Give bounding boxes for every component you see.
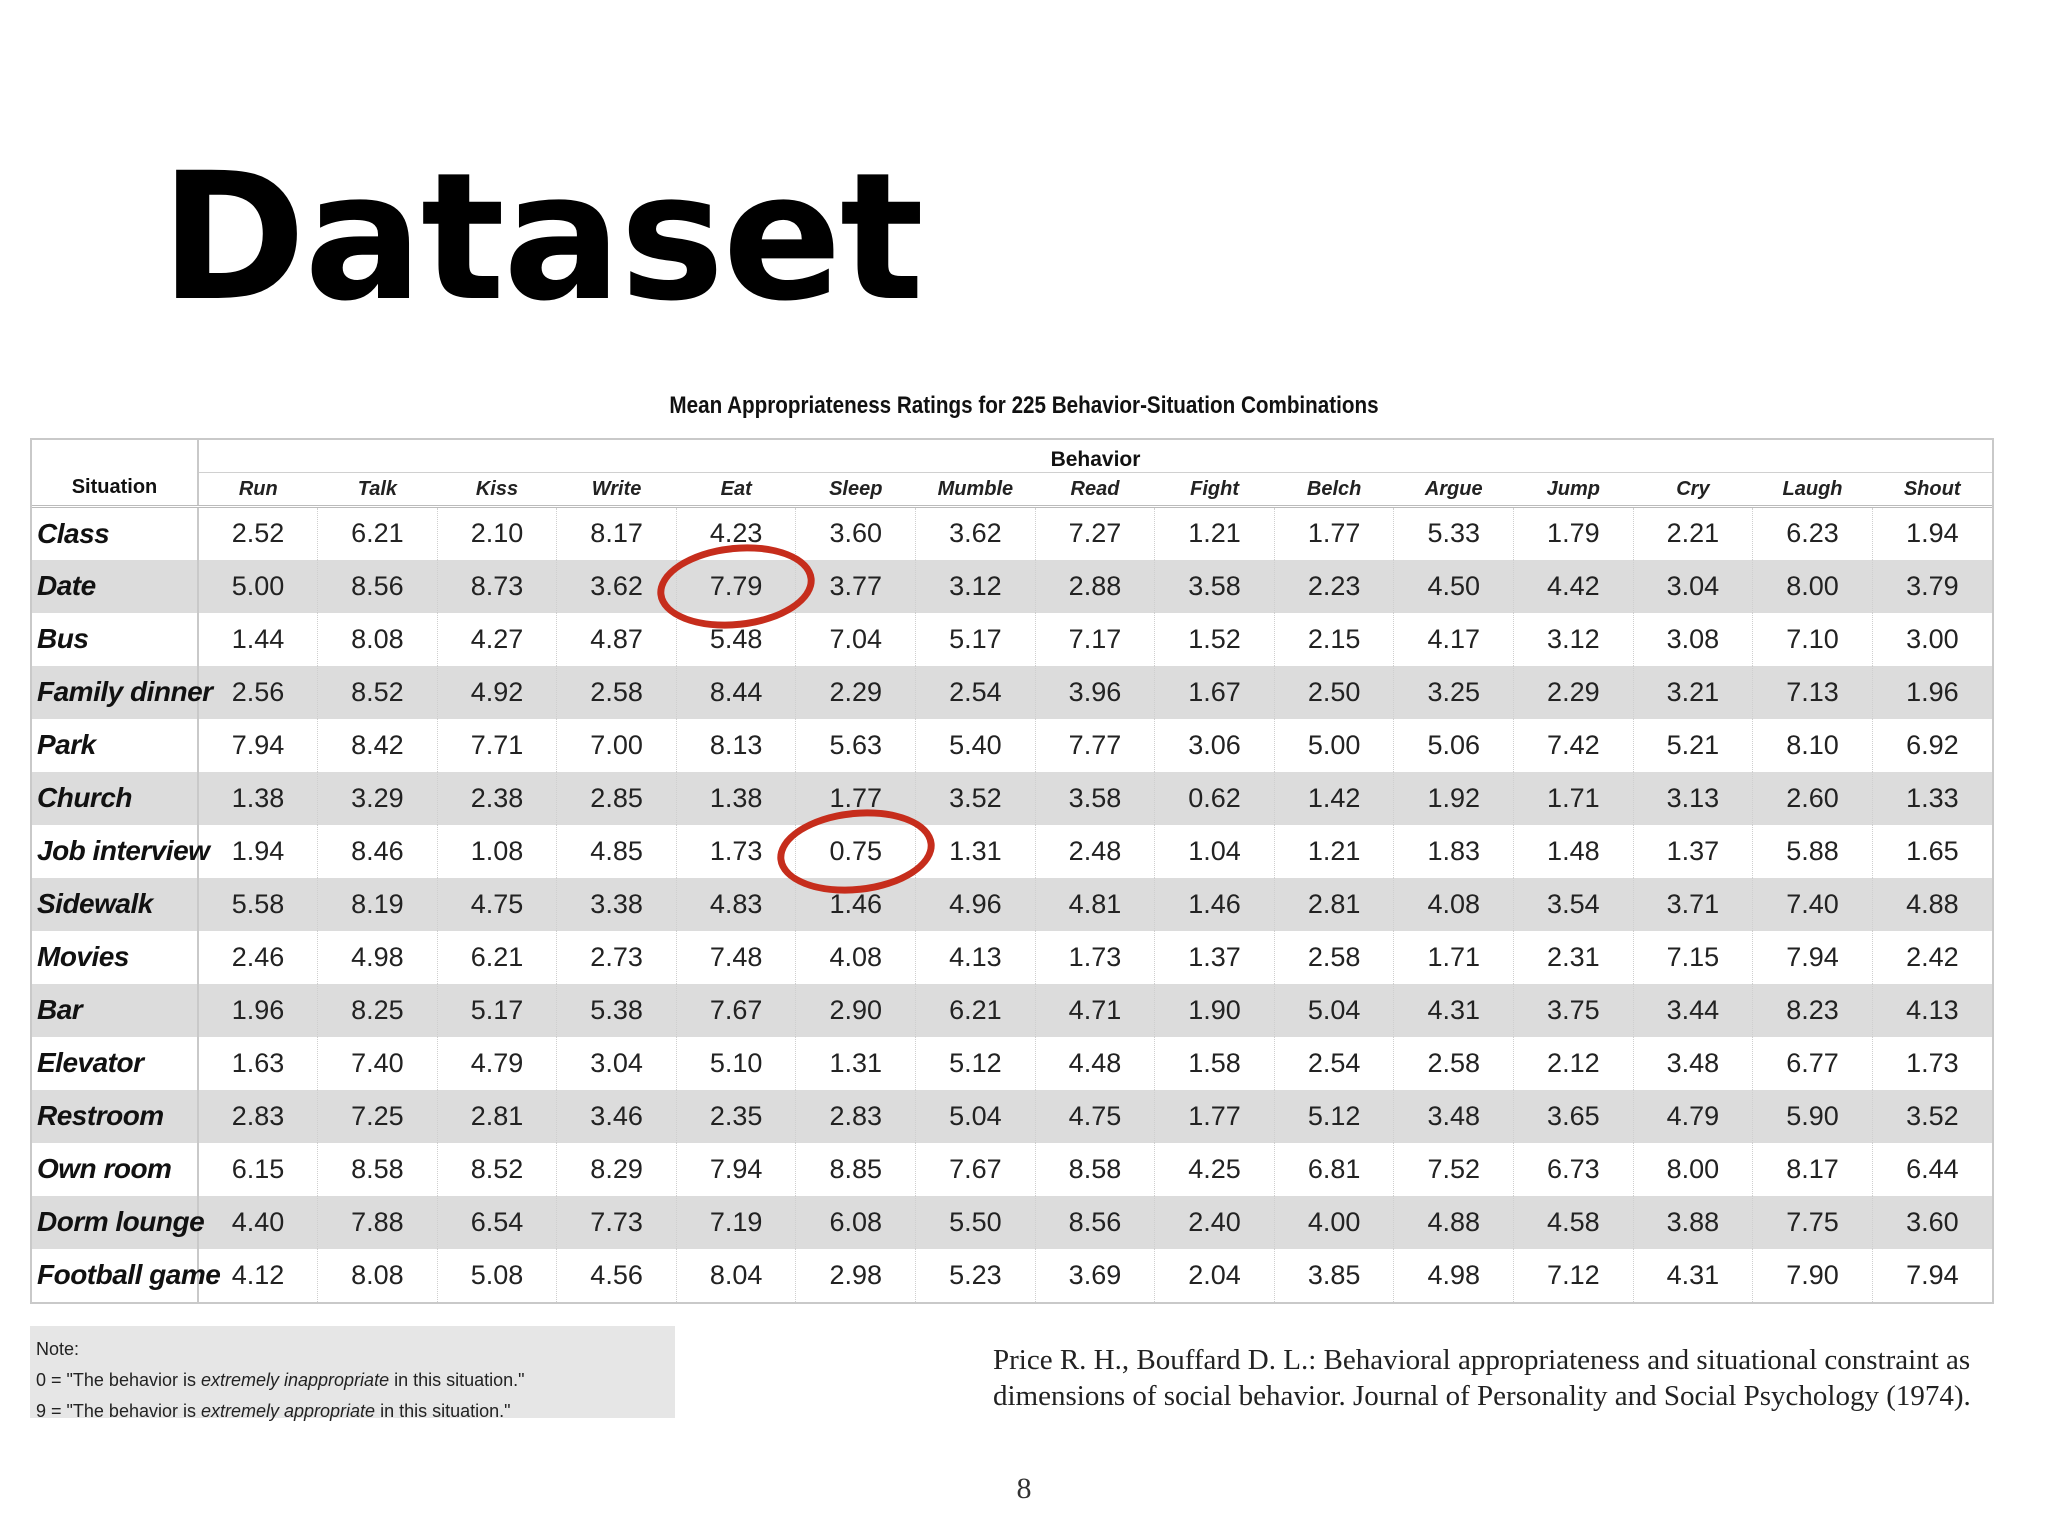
rating-cell: 4.79 (1633, 1090, 1753, 1143)
table-row (32, 984, 1992, 1037)
rating-cell: 1.73 (1035, 931, 1155, 984)
behavior-column-header: Jump (1514, 473, 1634, 507)
rating-cell: 1.63 (198, 1037, 318, 1090)
table-row (32, 560, 1992, 613)
situation-label: Date (32, 560, 198, 613)
rating-cell: 7.94 (676, 1143, 796, 1196)
rating-cell: 3.62 (916, 507, 1036, 560)
rating-cell: 3.12 (916, 560, 1036, 613)
rating-cell: 1.52 (1155, 613, 1275, 666)
rating-cell: 4.88 (1394, 1196, 1514, 1249)
rating-cell: 5.33 (1394, 507, 1514, 560)
rating-cell: 7.04 (796, 613, 916, 666)
situation-label: Football game (32, 1249, 198, 1302)
rating-cell: 4.96 (916, 878, 1036, 931)
rating-cell: 3.58 (1035, 772, 1155, 825)
rating-cell: 4.85 (557, 825, 677, 878)
rating-cell: 3.79 (1872, 560, 1992, 613)
rating-cell: 1.73 (1872, 1037, 1992, 1090)
rating-cell: 1.96 (1872, 666, 1992, 719)
rating-cell: 3.04 (1633, 560, 1753, 613)
rating-cell: 5.08 (437, 1249, 557, 1302)
rating-cell: 7.25 (318, 1090, 438, 1143)
table-row (32, 1196, 1992, 1249)
rating-cell: 3.48 (1394, 1090, 1514, 1143)
behavior-column-header: Write (557, 473, 677, 507)
rating-cell: 6.15 (198, 1143, 318, 1196)
rating-cell: 7.10 (1753, 613, 1873, 666)
rating-cell: 7.00 (557, 719, 677, 772)
rating-cell: 4.50 (1394, 560, 1514, 613)
rating-cell: 2.48 (1035, 825, 1155, 878)
rating-cell: 8.04 (676, 1249, 796, 1302)
situation-label: Park (32, 719, 198, 772)
rating-cell: 1.21 (1274, 825, 1394, 878)
rating-cell: 2.58 (557, 666, 677, 719)
rating-cell: 4.40 (198, 1196, 318, 1249)
rating-cell: 6.21 (318, 507, 438, 560)
rating-cell: 7.12 (1514, 1249, 1634, 1302)
rating-cell: 4.00 (1274, 1196, 1394, 1249)
rating-cell: 1.92 (1394, 772, 1514, 825)
rating-cell: 1.58 (1155, 1037, 1275, 1090)
rating-cell: 2.31 (1514, 931, 1634, 984)
rating-cell: 3.52 (916, 772, 1036, 825)
situation-label: Own room (32, 1143, 198, 1196)
table-row (32, 878, 1992, 931)
rating-cell: 7.77 (1035, 719, 1155, 772)
rating-cell: 2.46 (198, 931, 318, 984)
rating-cell: 4.23 (676, 507, 796, 560)
rating-cell: 5.21 (1633, 719, 1753, 772)
rating-cell: 5.50 (916, 1196, 1036, 1249)
situation-label: Movies (32, 931, 198, 984)
rating-cell: 5.06 (1394, 719, 1514, 772)
rating-cell: 1.94 (1872, 507, 1992, 560)
rating-cell: 3.06 (1155, 719, 1275, 772)
behavior-column-header: Laugh (1753, 473, 1873, 507)
rating-cell: 3.60 (1872, 1196, 1992, 1249)
table-row (32, 772, 1992, 825)
rating-cell: 4.88 (1872, 878, 1992, 931)
rating-cell: 8.58 (1035, 1143, 1155, 1196)
rating-cell: 3.85 (1274, 1249, 1394, 1302)
behavior-column-header: Belch (1274, 473, 1394, 507)
rating-cell: 2.29 (1514, 666, 1634, 719)
rating-cell: 2.58 (1274, 931, 1394, 984)
rating-cell: 4.25 (1155, 1143, 1275, 1196)
rating-cell: 0.75 (796, 825, 916, 878)
rating-cell: 2.50 (1274, 666, 1394, 719)
rating-cell: 7.27 (1035, 507, 1155, 560)
rating-cell: 6.44 (1872, 1143, 1992, 1196)
rating-cell: 7.19 (676, 1196, 796, 1249)
rating-cell: 1.71 (1394, 931, 1514, 984)
rating-cell: 1.46 (796, 878, 916, 931)
rating-cell: 2.81 (437, 1090, 557, 1143)
rating-cell: 5.10 (676, 1037, 796, 1090)
table-title: Mean Appropriateness Ratings for 225 Behavior-Situation Combinations (669, 392, 1379, 419)
rating-cell: 8.46 (318, 825, 438, 878)
rating-cell: 8.52 (318, 666, 438, 719)
rating-cell: 2.85 (557, 772, 677, 825)
situation-column-header: Situation (32, 440, 198, 507)
rating-cell: 1.38 (676, 772, 796, 825)
rating-cell: 6.21 (916, 984, 1036, 1037)
behavior-column-header: Mumble (916, 473, 1036, 507)
rating-cell: 5.00 (198, 560, 318, 613)
rating-cell: 8.13 (676, 719, 796, 772)
rating-cell: 6.23 (1753, 507, 1873, 560)
rating-cell: 7.94 (198, 719, 318, 772)
rating-cell: 2.83 (796, 1090, 916, 1143)
rating-cell: 1.04 (1155, 825, 1275, 878)
rating-cell: 5.12 (916, 1037, 1036, 1090)
rating-cell: 8.00 (1633, 1143, 1753, 1196)
behavior-column-header: Fight (1155, 473, 1275, 507)
behavior-group-header: Behavior (198, 440, 1992, 473)
rating-cell: 2.98 (796, 1249, 916, 1302)
rating-cell: 8.58 (318, 1143, 438, 1196)
rating-cell: 7.71 (437, 719, 557, 772)
rating-cell: 3.13 (1633, 772, 1753, 825)
rating-cell: 4.81 (1035, 878, 1155, 931)
rating-cell: 2.58 (1394, 1037, 1514, 1090)
rating-cell: 2.04 (1155, 1249, 1275, 1302)
rating-cell: 4.56 (557, 1249, 677, 1302)
table-row (32, 719, 1992, 772)
behavior-column-header-row (32, 473, 1992, 507)
table-row (32, 825, 1992, 878)
rating-cell: 2.42 (1872, 931, 1992, 984)
rating-cell: 2.56 (198, 666, 318, 719)
rating-cell: 3.58 (1155, 560, 1275, 613)
citation: Price R. H., Bouffard D. L.: Behavioral appropriateness and situational constraint as dimensions of social behavior. Journal of Personality and Social Psychology (1974). (993, 1344, 1971, 1412)
rating-cell: 3.77 (796, 560, 916, 613)
rating-cell: 2.83 (198, 1090, 318, 1143)
rating-cell: 7.40 (1753, 878, 1873, 931)
rating-cell: 3.29 (318, 772, 438, 825)
behavior-column-header: Read (1035, 473, 1155, 507)
note-box (30, 1326, 675, 1421)
rating-cell: 4.17 (1394, 613, 1514, 666)
situation-label: Class (32, 507, 198, 560)
rating-cell: 3.04 (557, 1037, 677, 1090)
rating-cell: 5.23 (916, 1249, 1036, 1302)
rating-cell: 1.90 (1155, 984, 1275, 1037)
rating-cell: 1.46 (1155, 878, 1275, 931)
rating-cell: 3.96 (1035, 666, 1155, 719)
rating-cell: 4.08 (796, 931, 916, 984)
rating-cell: 8.25 (318, 984, 438, 1037)
rating-cell: 3.38 (557, 878, 677, 931)
rating-cell: 8.19 (318, 878, 438, 931)
behavior-column-header: Eat (676, 473, 796, 507)
rating-cell: 5.58 (198, 878, 318, 931)
rating-cell: 7.79 (676, 560, 796, 613)
table-row (32, 1090, 1992, 1143)
behavior-column-header: Argue (1394, 473, 1514, 507)
rating-cell: 5.40 (916, 719, 1036, 772)
rating-cell: 7.52 (1394, 1143, 1514, 1196)
rating-cell: 3.60 (796, 507, 916, 560)
rating-cell: 1.71 (1514, 772, 1634, 825)
rating-cell: 1.94 (198, 825, 318, 878)
rating-cell: 0.62 (1155, 772, 1275, 825)
rating-cell: 1.73 (676, 825, 796, 878)
rating-cell: 8.73 (437, 560, 557, 613)
rating-cell: 6.08 (796, 1196, 916, 1249)
rating-cell: 7.88 (318, 1196, 438, 1249)
rating-cell: 1.77 (1274, 507, 1394, 560)
rating-cell: 1.67 (1155, 666, 1275, 719)
rating-cell: 2.38 (437, 772, 557, 825)
rating-cell: 2.21 (1633, 507, 1753, 560)
rating-cell: 2.12 (1514, 1037, 1634, 1090)
rating-cell: 8.85 (796, 1143, 916, 1196)
rating-cell: 3.52 (1872, 1090, 1992, 1143)
rating-cell: 8.29 (557, 1143, 677, 1196)
rating-cell: 8.56 (1035, 1196, 1155, 1249)
rating-cell: 4.12 (198, 1249, 318, 1302)
rating-cell: 7.48 (676, 931, 796, 984)
rating-cell: 4.58 (1514, 1196, 1634, 1249)
situation-label: Family dinner (32, 666, 198, 719)
rating-cell: 3.62 (557, 560, 677, 613)
rating-cell: 5.17 (437, 984, 557, 1037)
rating-cell: 3.21 (1633, 666, 1753, 719)
table-row (32, 931, 1992, 984)
rating-cell: 4.48 (1035, 1037, 1155, 1090)
rating-cell: 7.75 (1753, 1196, 1873, 1249)
rating-cell: 2.23 (1274, 560, 1394, 613)
rating-cell: 8.56 (318, 560, 438, 613)
slide-title: Dataset (160, 135, 923, 340)
rating-cell: 4.92 (437, 666, 557, 719)
rating-cell: 7.94 (1753, 931, 1873, 984)
rating-cell: 1.96 (198, 984, 318, 1037)
situation-label: Bus (32, 613, 198, 666)
rating-cell: 6.92 (1872, 719, 1992, 772)
rating-cell: 8.08 (318, 613, 438, 666)
rating-cell: 8.10 (1753, 719, 1873, 772)
rating-cell: 1.83 (1394, 825, 1514, 878)
rating-cell: 4.42 (1514, 560, 1634, 613)
rating-cell: 1.44 (198, 613, 318, 666)
rating-cell: 6.77 (1753, 1037, 1873, 1090)
rating-cell: 2.73 (557, 931, 677, 984)
rating-cell: 4.98 (1394, 1249, 1514, 1302)
table-row (32, 613, 1992, 666)
rating-cell: 7.67 (916, 1143, 1036, 1196)
rating-cell: 8.42 (318, 719, 438, 772)
rating-cell: 3.48 (1633, 1037, 1753, 1090)
rating-cell: 3.44 (1633, 984, 1753, 1037)
rating-cell: 7.40 (318, 1037, 438, 1090)
rating-cell: 4.87 (557, 613, 677, 666)
rating-cell: 5.63 (796, 719, 916, 772)
rating-cell: 1.65 (1872, 825, 1992, 878)
rating-cell: 4.31 (1394, 984, 1514, 1037)
rating-cell: 4.75 (1035, 1090, 1155, 1143)
rating-cell: 1.31 (916, 825, 1036, 878)
rating-cell: 3.65 (1514, 1090, 1634, 1143)
rating-cell: 1.21 (1155, 507, 1275, 560)
rating-cell: 5.12 (1274, 1090, 1394, 1143)
rating-cell: 7.42 (1514, 719, 1634, 772)
rating-cell: 1.38 (198, 772, 318, 825)
situation-label: Elevator (32, 1037, 198, 1090)
rating-cell: 7.90 (1753, 1249, 1873, 1302)
rating-cell: 4.71 (1035, 984, 1155, 1037)
ratings-table-container (30, 438, 1994, 1304)
table-row (32, 1249, 1992, 1302)
rating-cell: 3.00 (1872, 613, 1992, 666)
rating-cell: 1.48 (1514, 825, 1634, 878)
rating-cell: 4.75 (437, 878, 557, 931)
rating-cell: 1.37 (1155, 931, 1275, 984)
rating-cell: 2.35 (676, 1090, 796, 1143)
rating-cell: 3.46 (557, 1090, 677, 1143)
rating-cell: 2.15 (1274, 613, 1394, 666)
note-line-min: 0 = "The behavior is extremely inappropriate in this situation." (36, 1370, 525, 1390)
rating-cell: 3.25 (1394, 666, 1514, 719)
rating-cell: 2.60 (1753, 772, 1873, 825)
situation-label: Restroom (32, 1090, 198, 1143)
situation-label: Dorm lounge (32, 1196, 198, 1249)
rating-cell: 8.17 (1753, 1143, 1873, 1196)
table-row (32, 666, 1992, 719)
rating-cell: 7.73 (557, 1196, 677, 1249)
rating-cell: 5.17 (916, 613, 1036, 666)
table-row (32, 507, 1992, 560)
rating-cell: 8.52 (437, 1143, 557, 1196)
rating-cell: 7.67 (676, 984, 796, 1037)
rating-cell: 2.40 (1155, 1196, 1275, 1249)
rating-cell: 1.77 (796, 772, 916, 825)
table-row (32, 1037, 1992, 1090)
note-line-max: 9 = "The behavior is extremely appropriate in this situation." (36, 1401, 511, 1421)
rating-cell: 3.71 (1633, 878, 1753, 931)
behavior-column-header: Shout (1872, 473, 1992, 507)
rating-cell: 4.31 (1633, 1249, 1753, 1302)
rating-cell: 7.15 (1633, 931, 1753, 984)
rating-cell: 5.38 (557, 984, 677, 1037)
rating-cell: 3.69 (1035, 1249, 1155, 1302)
rating-cell: 3.88 (1633, 1196, 1753, 1249)
rating-cell: 1.08 (437, 825, 557, 878)
ratings-table (32, 440, 1992, 1302)
rating-cell: 4.13 (916, 931, 1036, 984)
rating-cell: 2.81 (1274, 878, 1394, 931)
behavior-column-header: Sleep (796, 473, 916, 507)
rating-cell: 5.90 (1753, 1090, 1873, 1143)
rating-cell: 1.77 (1155, 1090, 1275, 1143)
behavior-column-header: Cry (1633, 473, 1753, 507)
rating-cell: 3.08 (1633, 613, 1753, 666)
rating-cell: 7.17 (1035, 613, 1155, 666)
rating-cell: 2.10 (437, 507, 557, 560)
rating-cell: 3.12 (1514, 613, 1634, 666)
behavior-column-header: Run (198, 473, 318, 507)
rating-cell: 6.73 (1514, 1143, 1634, 1196)
situation-label: Sidewalk (32, 878, 198, 931)
table-body (32, 507, 1992, 1302)
rating-cell: 5.48 (676, 613, 796, 666)
rating-cell: 7.13 (1753, 666, 1873, 719)
rating-cell: 8.23 (1753, 984, 1873, 1037)
rating-cell: 1.33 (1872, 772, 1992, 825)
table-row (32, 1143, 1992, 1196)
situation-label: Job interview (32, 825, 198, 878)
note-label: Note: (36, 1339, 80, 1359)
rating-cell: 2.88 (1035, 560, 1155, 613)
rating-cell: 2.52 (198, 507, 318, 560)
rating-cell: 3.75 (1514, 984, 1634, 1037)
situation-label: Church (32, 772, 198, 825)
rating-cell: 6.21 (437, 931, 557, 984)
rating-cell: 3.54 (1514, 878, 1634, 931)
behavior-column-header: Talk (318, 473, 438, 507)
page-number: 8 (1016, 1472, 1032, 1505)
rating-cell: 5.00 (1274, 719, 1394, 772)
rating-cell: 5.04 (916, 1090, 1036, 1143)
rating-cell: 4.79 (437, 1037, 557, 1090)
rating-cell: 2.54 (916, 666, 1036, 719)
rating-cell: 2.29 (796, 666, 916, 719)
situation-label: Bar (32, 984, 198, 1037)
rating-cell: 1.79 (1514, 507, 1634, 560)
rating-cell: 4.83 (676, 878, 796, 931)
rating-cell: 8.08 (318, 1249, 438, 1302)
rating-cell: 5.88 (1753, 825, 1873, 878)
rating-cell: 2.90 (796, 984, 916, 1037)
rating-cell: 1.42 (1274, 772, 1394, 825)
behavior-column-header: Kiss (437, 473, 557, 507)
rating-cell: 2.54 (1274, 1037, 1394, 1090)
rating-cell: 6.81 (1274, 1143, 1394, 1196)
rating-cell: 4.13 (1872, 984, 1992, 1037)
rating-cell: 8.17 (557, 507, 677, 560)
rating-cell: 7.94 (1872, 1249, 1992, 1302)
rating-cell: 1.37 (1633, 825, 1753, 878)
rating-cell: 6.54 (437, 1196, 557, 1249)
rating-cell: 4.27 (437, 613, 557, 666)
rating-cell: 8.00 (1753, 560, 1873, 613)
rating-cell: 8.44 (676, 666, 796, 719)
rating-cell: 5.04 (1274, 984, 1394, 1037)
rating-cell: 1.31 (796, 1037, 916, 1090)
rating-cell: 4.98 (318, 931, 438, 984)
rating-cell: 4.08 (1394, 878, 1514, 931)
